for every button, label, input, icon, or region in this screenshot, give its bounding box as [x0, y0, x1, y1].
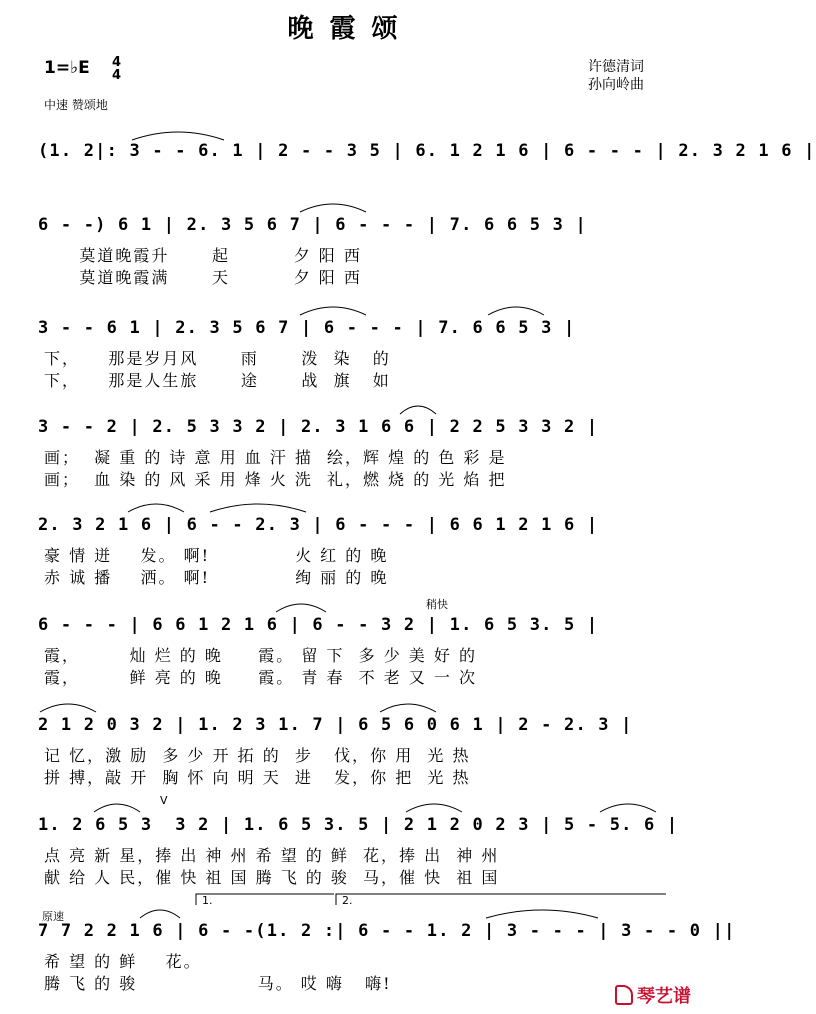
lyrics-verse-1: 莫道晚霞升 起 夕 阳 西	[44, 246, 362, 265]
lyrics-verse-2: 拼 搏，敲 开 胸 怀 向 明 天 进 发，你 把 光 热	[44, 768, 471, 787]
lyrics-verse-1: 记 忆，激 励 多 少 开 拓 的 步 伐，你 用 光 热	[44, 746, 471, 765]
slur-mark	[298, 303, 368, 317]
slur-mark	[138, 906, 182, 920]
notation-line: 6 - -) 6 1 | 2. 3 5 6 7 | 6 - - - | 7. 6 6 5 3 |	[38, 215, 587, 235]
lyrics-verse-2: 莫道晚霞满 天 夕 阳 西	[44, 268, 362, 287]
lyrics-verse-1: 希 望 的 鲜 花。	[44, 952, 202, 971]
watermark-logo	[615, 982, 691, 1008]
slur-mark	[126, 500, 186, 514]
lyrics-verse-1: 霞， 灿 烂 的 晚 霞。 留 下 多 少 美 好 的	[44, 646, 477, 665]
lyrics-verse-2: 献 给 人 民，催 快 祖 国 腾 飞 的 骏 马，催 快 祖 国	[44, 868, 500, 887]
slur-mark	[378, 700, 438, 714]
slur-mark	[274, 600, 328, 614]
lyrics-verse-2: 赤 诚 播 洒。 啊! 绚 丽 的 晚	[44, 568, 389, 587]
notation-line: 1. 2 6 5 3 3 2 | 1. 6 5 3. 5 | 2 1 2 0 2 3 | 5 - 5. 6 |	[38, 815, 679, 835]
credits	[588, 58, 644, 94]
logo-icon	[615, 985, 633, 1005]
notation-line: 2 1 2 0 3 2 | 1. 2 3 1. 7 | 6 5 6 0 6 1 | 2 - 2. 3 |	[38, 715, 633, 735]
lyrics-verse-2: 画； 血 染 的 风 采 用 烽 火 洗 礼，燃 烧 的 光 焰 把	[44, 470, 507, 489]
lyrics-verse-1: 画； 凝 重 的 诗 意 用 血 汗 描 绘，辉 煌 的 色 彩 是	[44, 448, 507, 467]
notation-line: 2. 3 2 1 6 | 6 - - 2. 3 | 6 - - - | 6 6 1 2 1 6 |	[38, 515, 599, 535]
slur-mark	[38, 700, 98, 714]
notation-line: 7 7 2 2 1 6 | 6 - -(1. 2 :| 6 - - 1. 2 | 3 - - - | 3 - - 0 ||	[38, 921, 736, 941]
volta-1-label: 1.	[202, 894, 213, 907]
volta-2-label: 2.	[342, 894, 353, 907]
slur-mark	[404, 800, 464, 814]
time-signature	[112, 56, 121, 82]
notation-line: 6 - - - | 6 6 1 2 1 6 | 6 - - 3 2 | 1. 6 5 3. 5 |	[38, 615, 599, 635]
slur-mark	[208, 500, 308, 514]
slur-mark	[598, 800, 658, 814]
composer: 孙向岭曲	[588, 77, 644, 93]
lyrics-verse-1: 豪 情 迸 发。 啊! 火 红 的 晚	[44, 546, 389, 565]
slur-mark	[398, 402, 438, 416]
slur-mark	[486, 303, 546, 317]
lyrics-verse-1: 点 亮 新 星，捧 出 神 州 希 望 的 鲜 花，捧 出 神 州	[44, 846, 500, 865]
lyrics-verse-2: 下， 那是人生旅 途 战 旗 如	[44, 371, 391, 390]
time-sig-bottom: 4	[112, 68, 122, 83]
watermark-text: 琴艺谱	[637, 986, 691, 1007]
slur-mark	[92, 800, 142, 814]
lyricist: 许德清词	[588, 59, 644, 75]
key-signature: 1=♭E	[44, 58, 90, 78]
breath-mark: V	[160, 794, 168, 807]
lyrics-verse-2: 霞， 鲜 亮 的 晚 霞。 青 春 不 老 又 一 次	[44, 668, 477, 687]
song-title: 晚霞颂	[287, 14, 414, 44]
a-tempo-marking: 原速	[42, 910, 64, 923]
volta-brackets	[196, 892, 666, 906]
lyrics-verse-1: 下， 那是岁月风 雨 泼 染 的	[44, 349, 391, 368]
lyrics-verse-2: 腾 飞 的 骏 马。 哎 嗨 嗨!	[44, 974, 392, 993]
accel-marking: 稍快	[426, 598, 448, 611]
notation-line: (1. 2|: 3 - - 6. 1 | 2 - - 3 5 | 6. 1 2 1 6 | 6 - - - | 2. 3 2 1 6 |	[38, 141, 816, 161]
notation-line: 3 - - 2 | 2. 5 3 3 2 | 2. 3 1 6 6 | 2 2 5 3 3 2 |	[38, 417, 599, 437]
tempo-marking: 中速 赞颂地	[44, 98, 108, 112]
time-sig-top: 4	[112, 55, 122, 70]
slur-mark	[130, 128, 226, 142]
slur-mark	[298, 200, 368, 214]
notation-line: 3 - - 6 1 | 2. 3 5 6 7 | 6 - - - | 7. 6 6 5 3 |	[38, 318, 576, 338]
slur-mark	[484, 906, 600, 920]
